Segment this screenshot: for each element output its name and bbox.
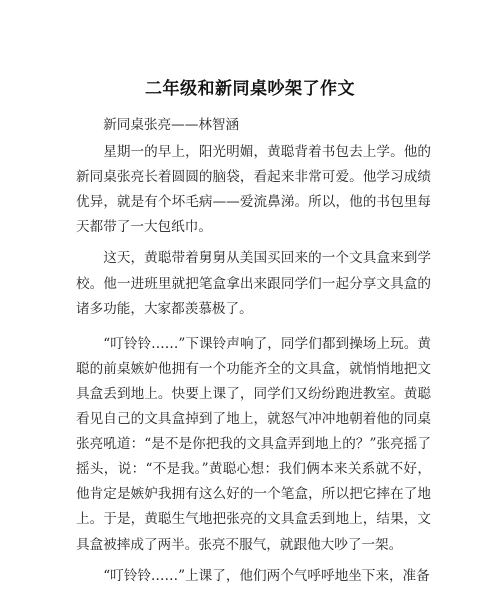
article-paragraph-2: 这天，黄聪带着舅舅从美国买回来的一个文具盒来到学校。他一进班里就把笔盒拿出来跟同学们一起分享文具盒的诸多功能，大家都羡慕极了。 bbox=[76, 250, 431, 317]
article-title: 二年级和新同桌吵架了作文 bbox=[145, 79, 355, 99]
article-body bbox=[76, 113, 431, 589]
article-byline: 新同桌张亮——林智涵 bbox=[103, 117, 240, 133]
article-paragraph-3: “叮铃铃……”下课铃声响了，同学们都到操场上玩。黄聪的前桌嫉妒他拥有一个功能齐全的文具盒，就悄悄地把文具盒丢到地上。快要上课了，同学们又纷纷跑进教室。黄聪看见自己的文具盒掉到了地上，就怒气冲冲地朝着他的同桌张亮吼道：“是不是你把我的文具盒弄到地上的？”张亮摇了摇头，说：“不是我。”黄聪心想：我们俩本来关系就不好，他肯定是嫉妒我拥有这么好的一个笔盒，所以把它摔在了地上。于是，黄聪生气地把张亮的文具盒丢到地上，结果，文具盒被摔成了两半。张亮不服气，就跟他大吵了一架。 bbox=[76, 335, 431, 553]
article-paragraph-1: 星期一的早上，阳光明媚，黄聪背着书包去上学。他的新同桌张亮长着圆圆的脑袋，看起来非常可爱。他学习成绩优异，就是有个坏毛病——爱流鼻涕。所以，他的书包里每天都带了一大包纸巾。 bbox=[76, 144, 431, 236]
article-paragraph-4: “叮铃铃……”上课了，他们两个气呼呼地坐下来，准备 bbox=[103, 567, 430, 584]
